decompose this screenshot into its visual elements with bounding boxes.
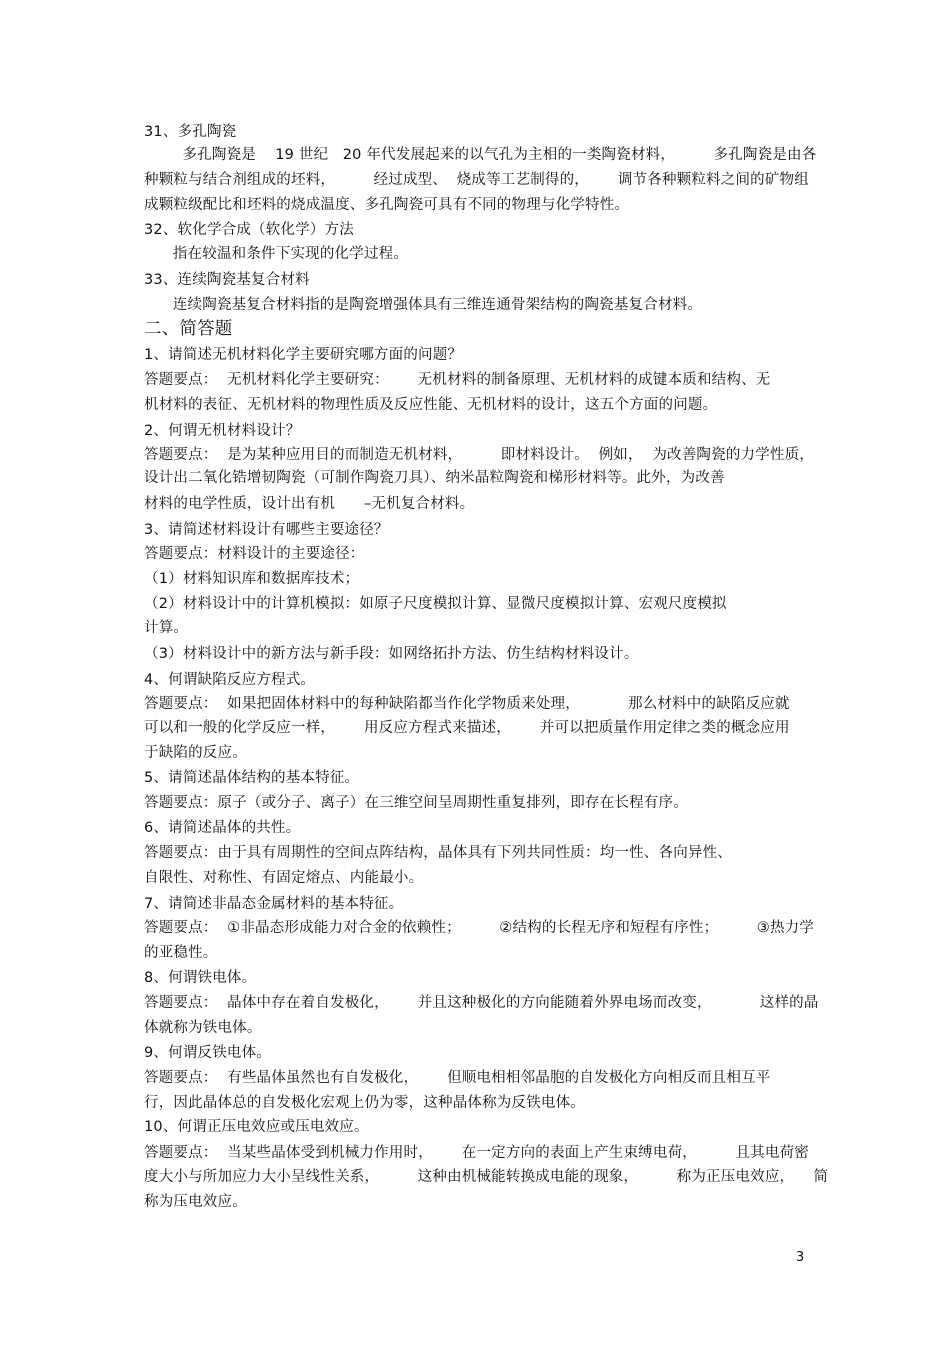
- text-line: 答题要点： 有些晶体虽然也有自发极化， 但顺电相相邻晶胞的自发极化方向相反而且相互平: [144, 1070, 771, 1086]
- text-line: 于缺陷的反应。: [144, 745, 247, 761]
- text-line: 7、请简述非晶态金属材料的基本特征。: [144, 896, 404, 912]
- text-line: （2）材料设计中的计算机模拟：如原子尺度模拟计算、显微尺度模拟计算、宏观尺度模拟: [144, 596, 727, 612]
- text-line: 33、连续陶瓷基复合材料: [144, 272, 310, 288]
- text-line: 体就称为铁电体。: [144, 1020, 262, 1036]
- text-line: 的亚稳性。: [144, 945, 218, 961]
- text-line: 5、请简述晶体结构的基本特征。: [144, 770, 360, 786]
- text-line: 31、多孔陶瓷: [144, 124, 237, 140]
- text-line: 自限性、对称性、有固定熔点、内能最小。: [144, 870, 424, 886]
- text-line: 3、请简述材料设计有哪些主要途径？: [144, 522, 389, 538]
- text-line: 机材料的表征、无机材料的物理性质及反应性能、无机材料的设计，这五个方面的问题。: [144, 397, 718, 413]
- text-line: 答题要点： ①非晶态形成能力对合金的依赖性； ②结构的长程无序和短程有序性； ③热力学: [144, 920, 815, 936]
- text-line: 答题要点： 当某些晶体受到机械力作用时， 在一定方向的表面上产生束缚电荷， 且其电荷密: [144, 1145, 809, 1161]
- text-line: 连续陶瓷基复合材料指的是陶瓷增强体具有三维连通骨架结构的陶瓷基复合材料。: [144, 297, 703, 313]
- text-line: 2、何谓无机材料设计？: [144, 423, 301, 439]
- text-line: 成颗粒级配比和坯料的烧成温度、多孔陶瓷可具有不同的物理与化学特性。: [144, 197, 630, 213]
- page-number: 3: [796, 1250, 805, 1265]
- text-line: 种颗粒与结合剂组成的坯料， 经过成型、 烧成等工艺制得的， 调节各种颗粒料之间的矿物组: [144, 172, 809, 188]
- text-line: 32、软化学合成（软化学）方法: [144, 222, 354, 238]
- text-line: 答题要点：原子（或分子、离子）在三维空间呈周期性重复排列，即存在长程有序。: [144, 795, 688, 811]
- text-line: 4、何谓缺陷反应方程式。: [144, 672, 316, 688]
- text-line: 答题要点： 如果把固体材料中的每种缺陷都当作化学物质来处理， 那么材料中的缺陷反应就: [144, 696, 790, 712]
- text-line: 设计出二氧化锆增韧陶瓷（可制作陶瓷刀具）、纳米晶粒陶瓷和梯形材料等。此外，为改善: [144, 470, 725, 486]
- text-line: 1、请简述无机材料化学主要研究哪方面的问题？: [144, 347, 463, 363]
- text-line: 答题要点： 是为某种应用目的而制造无机材料， 即材料设计。 例如， 为改善陶瓷的力学性质，: [144, 447, 815, 463]
- text-line: 计算。: [144, 620, 189, 636]
- text-line: 指在较温和条件下实现的化学过程。: [144, 246, 409, 262]
- text-line: 行，因此晶体总的自发极化宏观上仍为零，这种晶体称为反铁电体。: [144, 1095, 585, 1111]
- text-line: 度大小与所加应力大小呈线性关系， 这种由机械能转换成电能的现象， 称为正压电效应， 简: [144, 1169, 829, 1185]
- text-line: 8、何谓铁电体。: [144, 970, 257, 986]
- text-line: 6、请简述晶体的共性。: [144, 820, 301, 836]
- text-line: 多孔陶瓷是 19 世纪 20 年代发展起来的以气孔为主相的一类陶瓷材料， 多孔陶瓷是由各: [144, 147, 817, 163]
- text-line: 称为压电效应。: [144, 1194, 247, 1210]
- text-line: 答题要点： 无机材料化学主要研究： 无机材料的制备原理、无机材料的成键本质和结构、无: [144, 372, 771, 388]
- text-line: 答题要点：由于具有周期性的空间点阵结构，晶体具有下列共同性质：均一性、各向异性、: [144, 845, 732, 861]
- text-line: （3）材料设计中的新方法与新手段：如网络拓扑方法、仿生结构材料设计。: [144, 646, 639, 662]
- text-line: 答题要点：材料设计的主要途径：: [144, 546, 365, 562]
- text-line: 材料的电学性质，设计出有机 –无机复合材料。: [144, 496, 475, 512]
- text-line: 9、何谓反铁电体。: [144, 1045, 272, 1061]
- text-line: 答题要点： 晶体中存在着自发极化， 并且这种极化的方向能随着外界电场而改变， 这样的晶: [144, 995, 819, 1011]
- text-line: （1）材料知识库和数据库技术；: [144, 571, 360, 587]
- text-line: 可以和一般的化学反应一样， 用反应方程式来描述， 并可以把质量作用定律之类的概念应用: [144, 720, 790, 736]
- section-heading: 二、简答题: [144, 319, 233, 339]
- text-line: 10、何谓正压电效应或压电效应。: [144, 1119, 369, 1135]
